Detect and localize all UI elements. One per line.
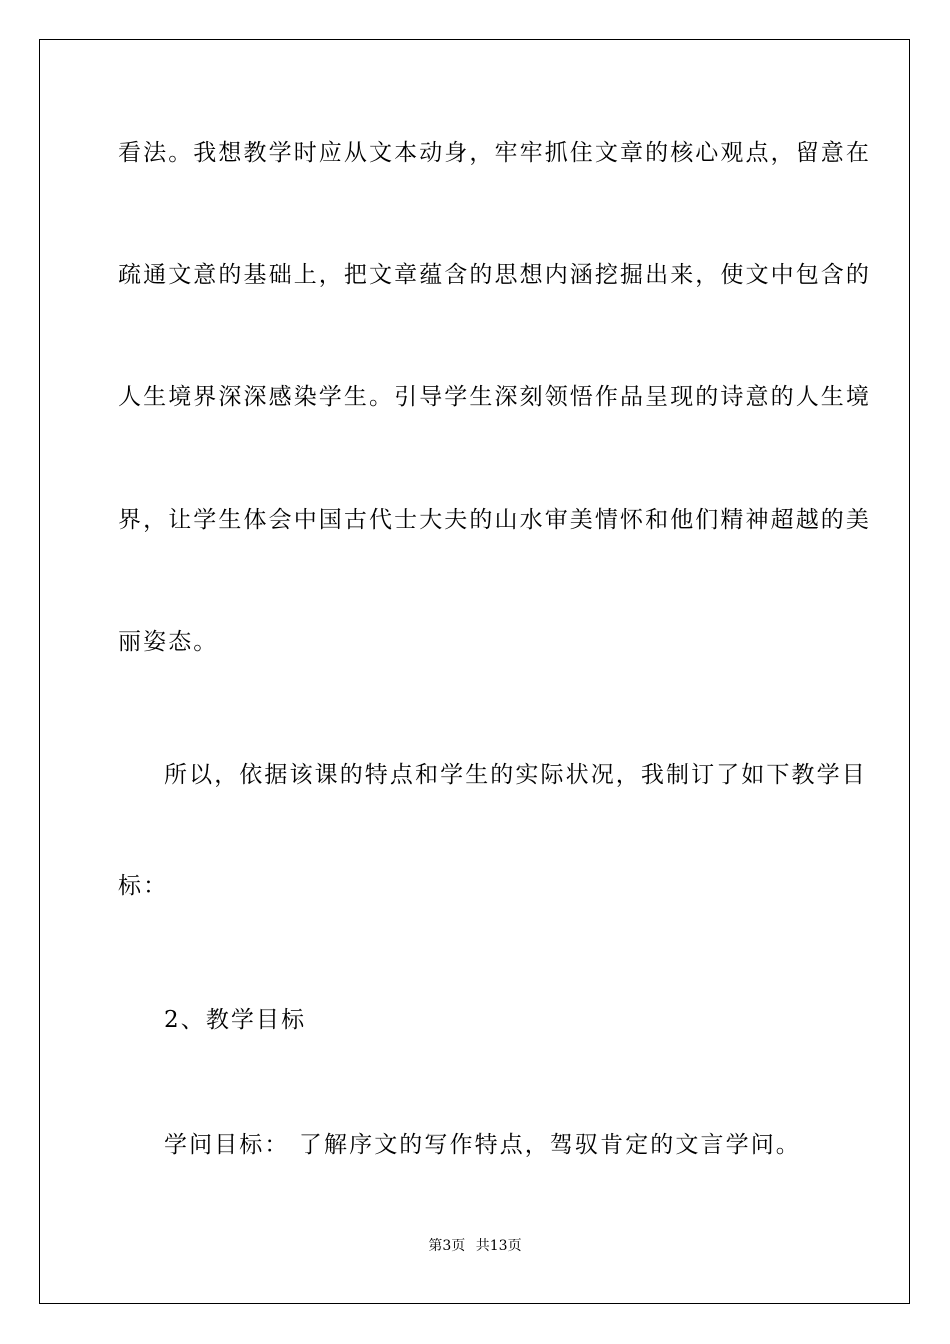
paragraph-text-line: 所以，依据该课的特点和学生的实际状况，我制订了如下教学目	[164, 762, 867, 788]
page-border	[39, 39, 910, 1304]
body-text-line: 标：	[118, 873, 169, 899]
section-heading: 2、教学目标	[164, 1007, 307, 1033]
page-number: 第3页	[428, 1238, 466, 1254]
body-text-line: 丽姿态。	[118, 629, 219, 655]
body-text-line: 人生境界深深感染学生。引导学生深刻领悟作品呈现的诗意的人生境	[118, 384, 871, 410]
total-pages: 共13页	[475, 1238, 522, 1254]
body-text-line: 看法。我想教学时应从文本动身，牢牢抓住文章的核心观点，留意在	[118, 140, 871, 166]
paragraph-text-line: 学问目标： 了解序文的写作特点，驾驭肯定的文言学问。	[164, 1132, 801, 1158]
body-text-line: 疏通文意的基础上，把文章蕴含的思想内涵挖掘出来，使文中包含的	[118, 262, 871, 288]
body-text-line: 界，让学生体会中国古代士大夫的山水审美情怀和他们精神超越的美	[118, 507, 871, 533]
page-footer	[0, 1237, 950, 1255]
